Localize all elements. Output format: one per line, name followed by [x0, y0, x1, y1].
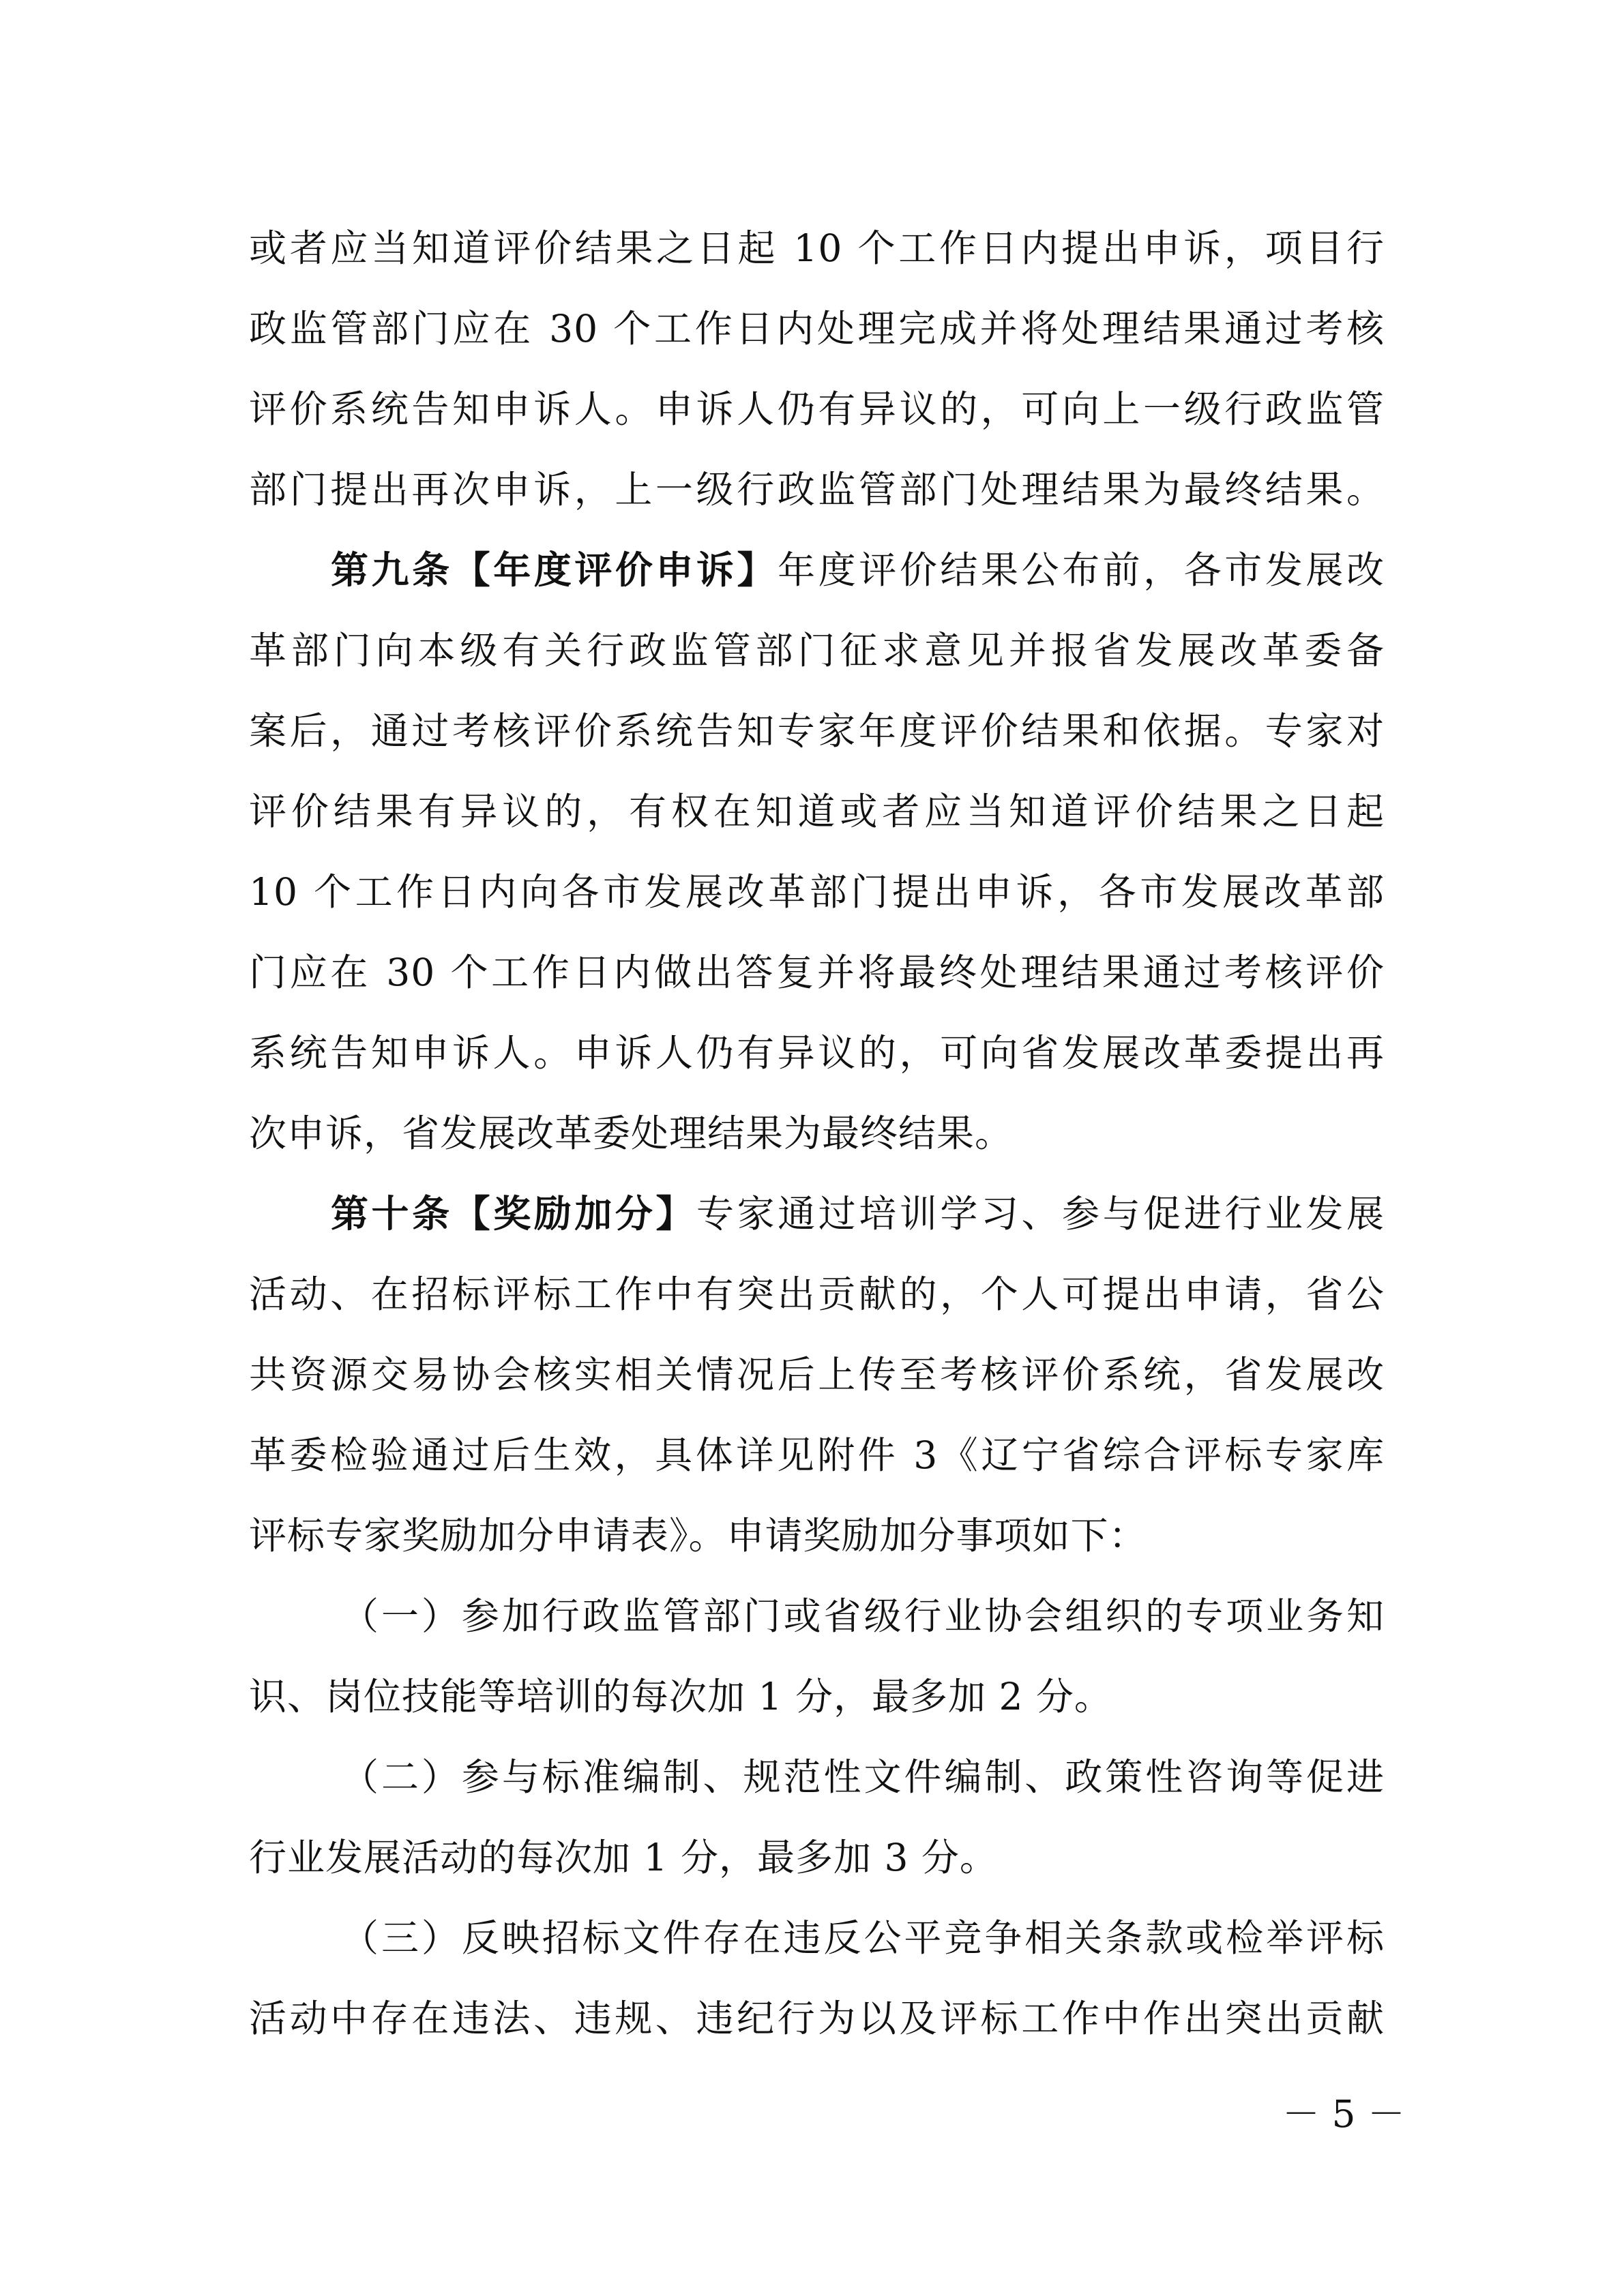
list-item-continuation: 活动中存在违法、违规、违纪行为以及评标工作中作出突出贡献	[249, 1997, 1385, 2040]
paragraph-line: 政监管部门应在 30 个工作日内处理完成并将处理结果通过考核	[249, 307, 1385, 351]
paragraph-line: 评价系统告知申诉人。申诉人仍有异议的，可向上一级行政监管	[249, 387, 1385, 431]
article-10-first-line	[331, 1193, 1385, 1234]
article-9-heading: 第九条【年度评价申诉】	[331, 548, 778, 592]
article-9-line: 10 个工作日内向各市发展改革部门提出申诉，各市发展改革部	[249, 870, 1385, 914]
article-9-line: 案后，通过考核评价系统告知专家年度评价结果和依据。专家对	[249, 709, 1385, 753]
article-9-first-line-text: 年度评价结果公布前，各市发展改	[778, 548, 1385, 592]
paragraph-line: 或者应当知道评价结果之日起 10 个工作日内提出申诉，项目行	[249, 226, 1385, 270]
article-10-line: 活动、在招标评标工作中有突出贡献的，个人可提出申请，省公	[249, 1272, 1385, 1316]
list-item-first-line: （一）参加行政监管部门或省级行业协会组织的专项业务知	[341, 1594, 1385, 1638]
list-item-continuation: 识、岗位技能等培训的每次加 1 分，最多加 2 分。	[249, 1675, 1112, 1718]
article-10-first-line-text: 专家通过培训学习、参与促进行业发展	[696, 1192, 1385, 1236]
paragraph-line: 部门提出再次申诉，上一级行政监管部门处理结果为最终结果。	[249, 468, 1385, 511]
article-9-line: 革部门向本级有关行政监管部门征求意见并报省发展改革委备	[249, 629, 1385, 672]
article-9-line: 系统告知申诉人。申诉人仍有异议的，可向省发展改革委提出再	[249, 1031, 1385, 1075]
list-item-continuation: 行业发展活动的每次加 1 分，最多加 3 分。	[249, 1836, 998, 1879]
article-9-line: 次申诉，省发展改革委处理结果为最终结果。	[249, 1112, 1014, 1155]
page-number: － 5 －	[1282, 2092, 1405, 2136]
article-10-line: 革委检验通过后生效，具体详见附件 3《辽宁省综合评标专家库	[249, 1433, 1385, 1477]
article-9-line: 门应在 30 个工作日内做出答复并将最终处理结果通过考核评价	[249, 951, 1385, 994]
article-10-line: 评标专家奖励加分申请表》。申请奖励加分事项如下：	[249, 1514, 1147, 1557]
article-10-line: 共资源交易协会核实相关情况后上传至考核评价系统，省发展改	[249, 1353, 1385, 1397]
article-9-first-line	[331, 550, 1385, 591]
list-item-first-line: （二）参与标准编制、规范性文件编制、政策性咨询等促进	[341, 1755, 1385, 1799]
article-10-heading: 第十条【奖励加分】	[331, 1191, 697, 1236]
list-item-first-line: （三）反映招标文件存在违反公平竞争相关条款或检举评标	[341, 1916, 1385, 1960]
article-9-line: 评价结果有异议的，有权在知道或者应当知道评价结果之日起	[249, 790, 1385, 833]
